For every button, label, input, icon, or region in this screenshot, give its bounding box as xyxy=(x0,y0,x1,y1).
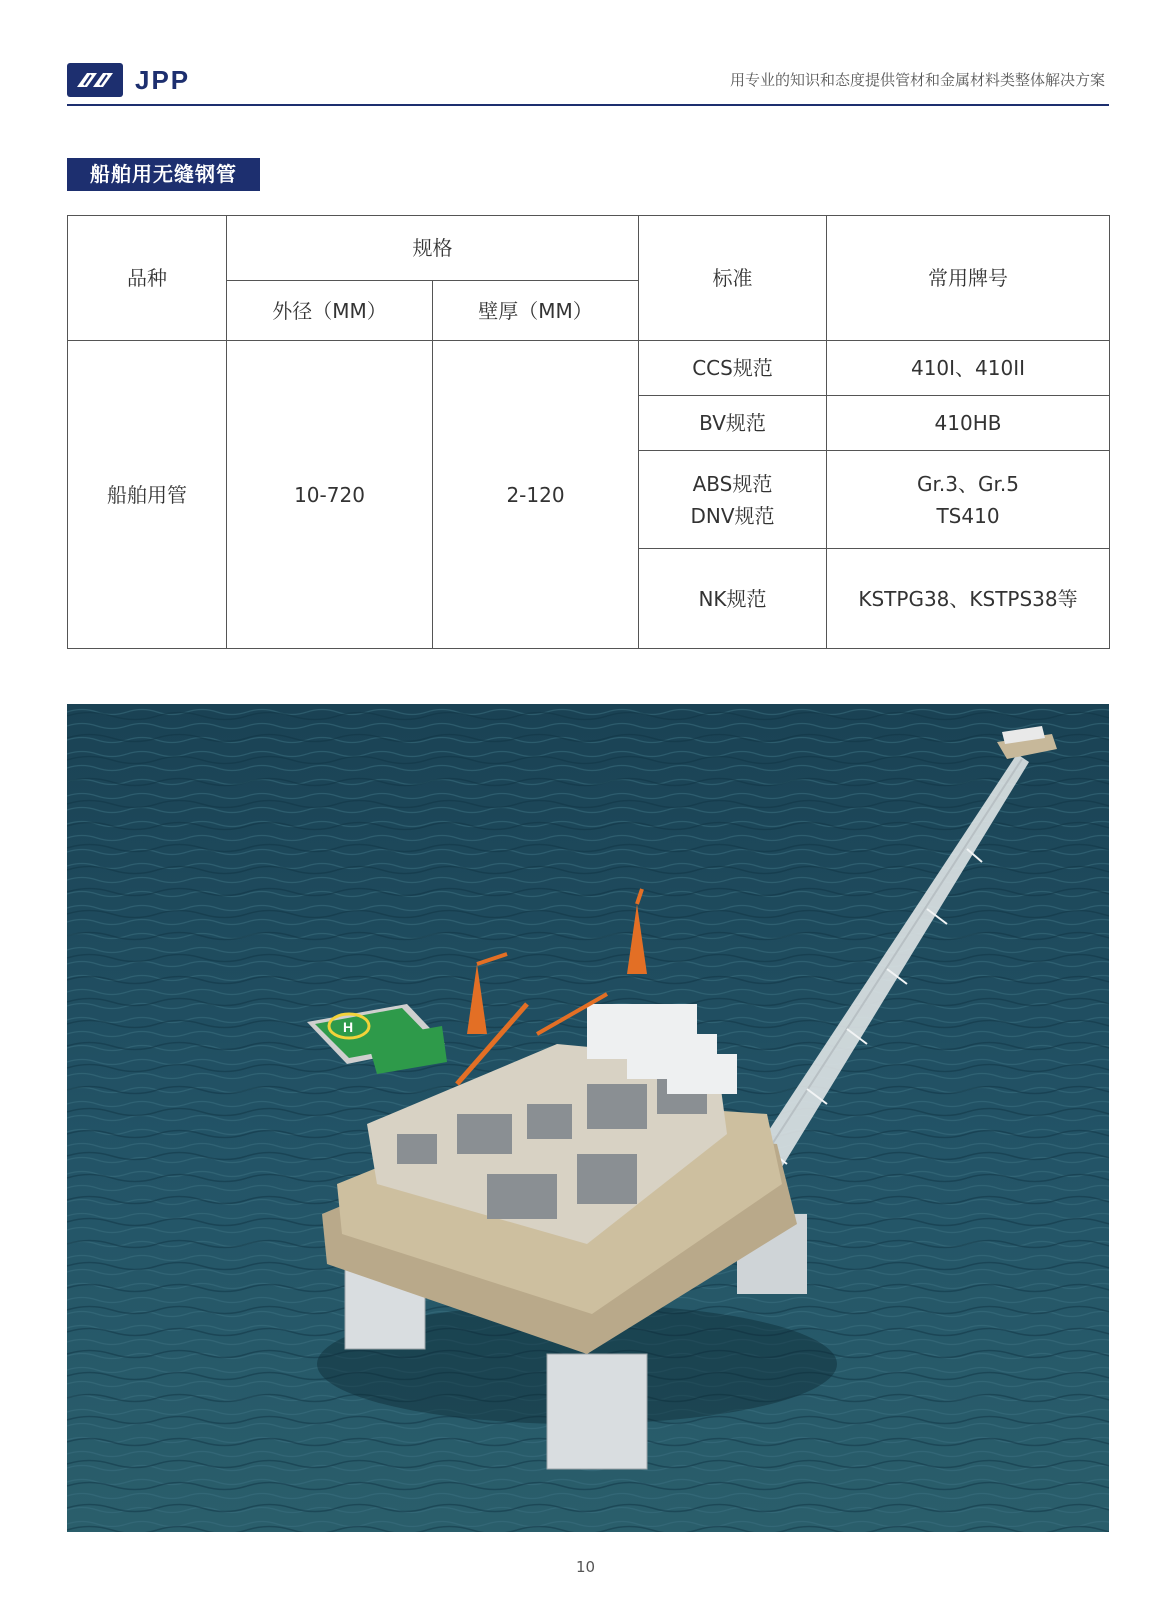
grade-line: 410I、410II xyxy=(910,356,1026,380)
header-standard: 标准 xyxy=(639,216,827,341)
standard-line: BV规范 xyxy=(699,411,766,435)
grade-line: TS410 xyxy=(936,503,1000,528)
cell-standard xyxy=(639,451,827,549)
cell-grades xyxy=(827,451,1110,549)
grade-line: Gr.3、Gr.5 xyxy=(917,471,1019,496)
offshore-platform-illustration xyxy=(67,704,1109,1532)
header-spec: 规格 xyxy=(227,216,639,281)
page-header xyxy=(67,60,1109,108)
spec-table xyxy=(67,215,1110,649)
header-grades: 常用牌号 xyxy=(827,216,1110,341)
cell-grades xyxy=(827,549,1110,649)
cell-variety: 船舶用管 xyxy=(68,341,227,649)
header-wall-thickness: 壁厚（MM） xyxy=(433,281,639,341)
standard-line: NK规范 xyxy=(698,586,767,611)
cell-grades xyxy=(827,396,1110,451)
standard-line: DNV规范 xyxy=(690,503,775,528)
header-divider xyxy=(67,104,1109,106)
cell-grades xyxy=(827,341,1110,396)
section-title: 船舶用无缝钢管 xyxy=(67,158,260,191)
cell-outer-diameter: 10-720 xyxy=(227,341,433,649)
standard-line: CCS规范 xyxy=(692,356,773,380)
page-number: 10 xyxy=(575,1558,596,1576)
cell-standard xyxy=(639,549,827,649)
cell-wall-thickness: 2-120 xyxy=(433,341,639,649)
table-header-row xyxy=(68,216,1110,281)
grade-line: KSTPG38、KSTPS38等 xyxy=(858,586,1078,611)
standard-line: ABS规范 xyxy=(692,471,773,496)
cell-standard xyxy=(639,341,827,396)
jpp-logo-icon xyxy=(67,63,123,97)
table-row xyxy=(68,341,1110,396)
svg-text:H: H xyxy=(343,1019,354,1035)
grade-line: 410HB xyxy=(934,411,1002,435)
offshore-platform-photo xyxy=(67,704,1109,1532)
brand-logo xyxy=(67,63,190,97)
logo-text: JPP xyxy=(135,64,191,95)
header-tagline: 用专业的知识和态度提供管材和金属材料类整体解决方案 xyxy=(729,71,1105,89)
header-outer-diameter: 外径（MM） xyxy=(227,281,433,341)
header-variety: 品种 xyxy=(68,216,227,341)
cell-standard xyxy=(639,396,827,451)
